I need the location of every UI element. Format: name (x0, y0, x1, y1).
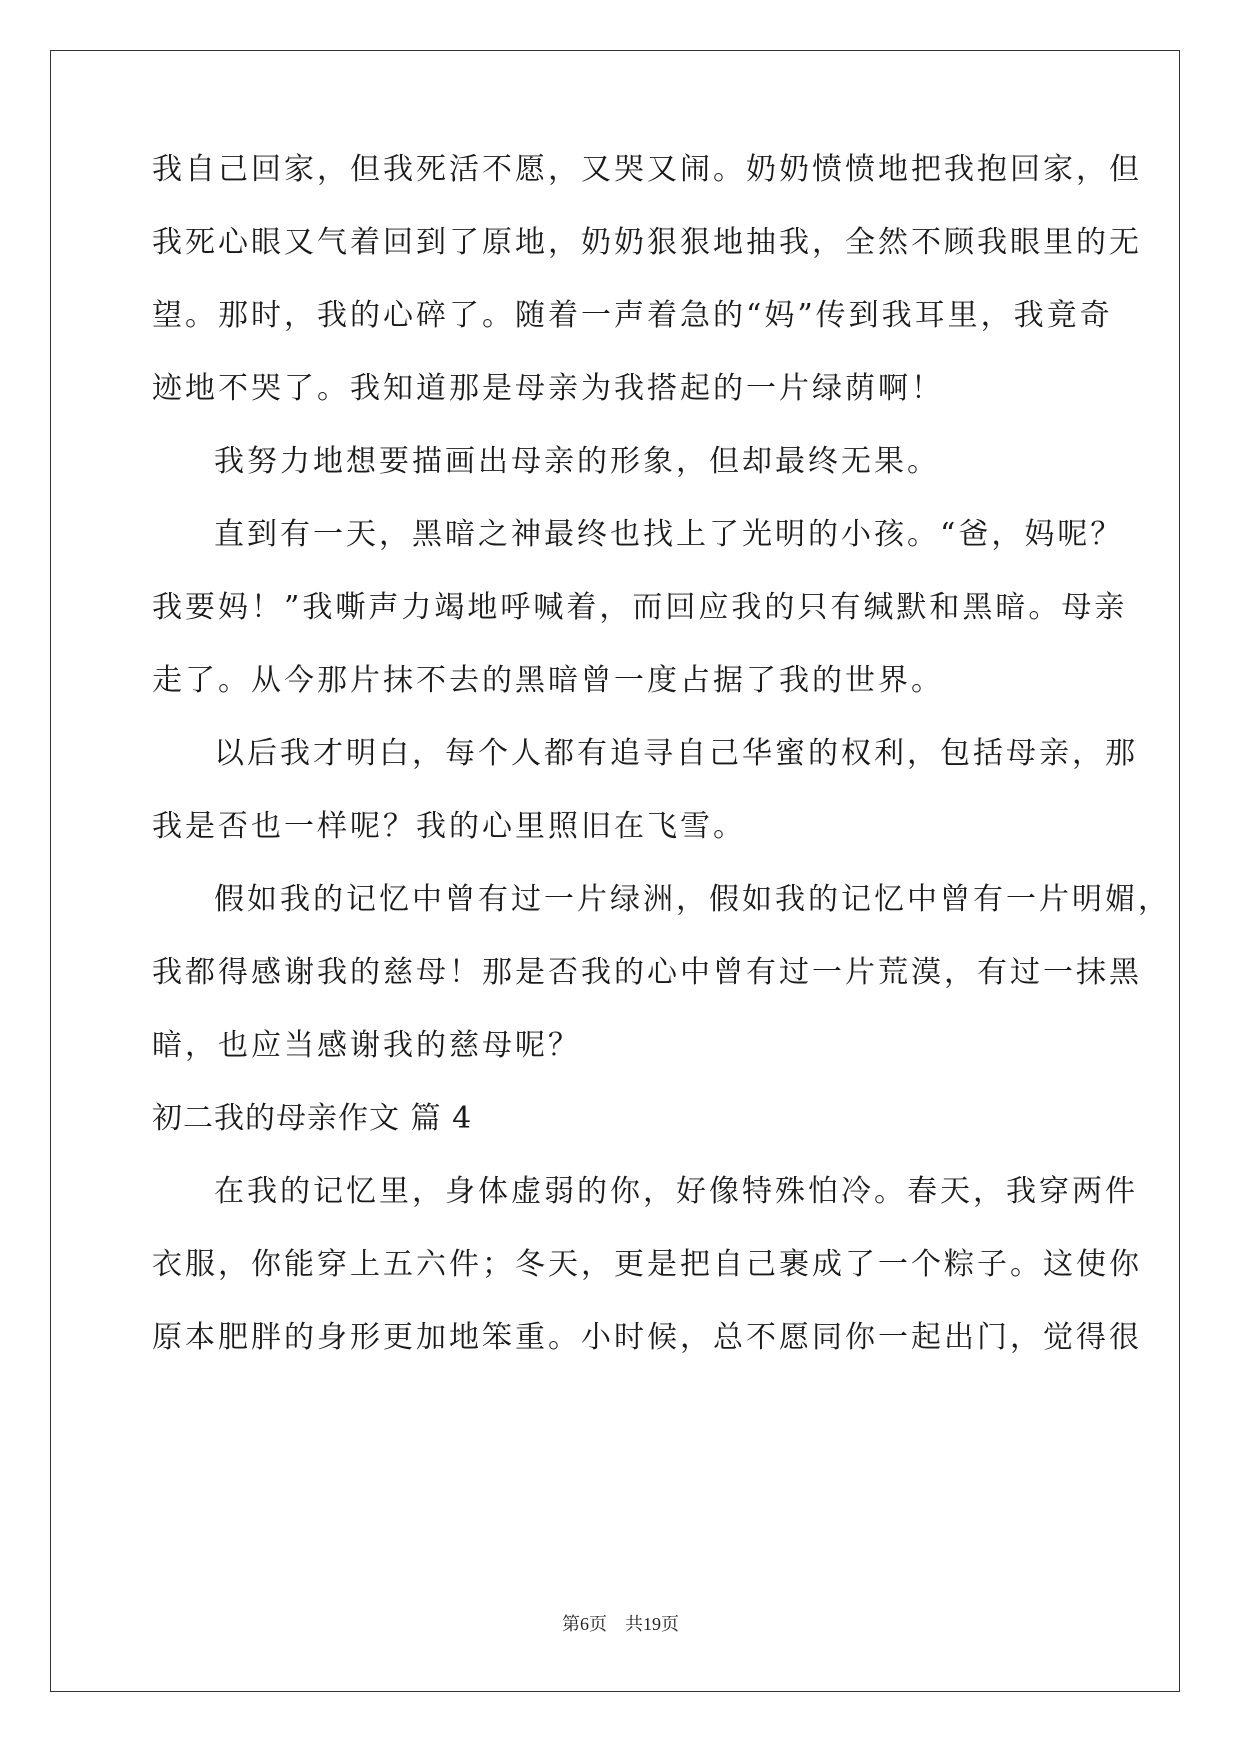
text-line: 我都得感谢我的慈母！那是否我的心中曾有过一片荒漠，有过一抹黑 (152, 955, 1142, 990)
text-line: 我要妈！”我嘶声力竭地呼喊着，而回应我的只有缄默和黑暗。母亲 (152, 590, 1128, 625)
text-line: 以后我才明白，每个人都有追寻自己华蜜的权利，包括母亲，那 (214, 736, 1138, 771)
total-prefix: 共 (625, 1614, 643, 1635)
text-line: 我努力地想要描画出母亲的形象，但却最终无果。 (214, 444, 940, 479)
page-suffix: 页 (589, 1614, 607, 1635)
text-line: 暗，也应当感谢我的慈母呢？ (152, 1028, 581, 1063)
text-line: 望。那时，我的心碎了。随着一声着急的“妈”传到我耳里，我竟奇 (152, 298, 1113, 333)
page-number: 6 (580, 1614, 589, 1634)
text-line: 原本肥胖的身形更加地笨重。小时候，总不愿同你一起出门，觉得很 (152, 1320, 1142, 1355)
text-line: 在我的记忆里，身体虚弱的你，好像特殊怕冷。春天，我穿两件 (214, 1174, 1138, 1209)
text-line: 走了。从今那片抹不去的黑暗曾一度占据了我的世界。 (152, 663, 944, 698)
text-line: 迹地不哭了。我知道那是母亲为我搭起的一片绿荫啊！ (152, 371, 944, 406)
total-pages: 19 (643, 1614, 661, 1634)
section-heading: 初二我的母亲作文 篇 4 (152, 1101, 473, 1136)
text-line: 我死心眼又气着回到了原地，奶奶狠狠地抽我，全然不顾我眼里的无 (152, 225, 1142, 260)
text-line: 我是否也一样呢？我的心里照旧在飞雪。 (152, 809, 746, 844)
total-suffix: 页 (661, 1614, 679, 1635)
text-line: 假如我的记忆中曾有过一片绿洲，假如我的记忆中曾有一片明媚， (214, 882, 1171, 917)
page-footer (0, 1612, 1241, 1637)
text-line: 衣服，你能穿上五六件；冬天，更是把自己裹成了一个粽子。这使你 (152, 1247, 1142, 1282)
page-prefix: 第 (562, 1614, 580, 1635)
text-line: 我自己回家，但我死活不愿，又哭又闹。奶奶愤愤地把我抱回家，但 (152, 152, 1142, 187)
text-line: 直到有一天，黑暗之神最终也找上了光明的小孩。“爸，妈呢？ (214, 517, 1124, 552)
